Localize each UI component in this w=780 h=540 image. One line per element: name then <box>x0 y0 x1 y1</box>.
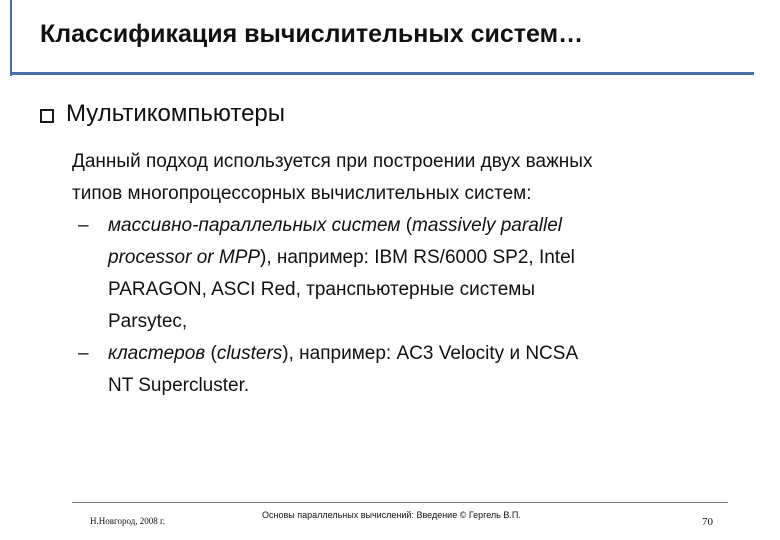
square-bullet-icon <box>40 109 54 123</box>
clusters-line-1 <box>108 338 752 370</box>
page-number: 70 <box>702 516 713 528</box>
footer-location-date: Н.Новгород, 2008 г. <box>90 516 165 526</box>
mpp-term-en-cont: processor or MPP <box>108 247 261 268</box>
clusters-line-2: NT Supercluster. <box>108 375 250 396</box>
footer-rule <box>72 502 728 503</box>
mpp-line-2 <box>108 242 752 274</box>
clusters-examples: ), например: AC3 Velocity и NCSA <box>282 343 579 364</box>
mpp-paren-open: ( <box>400 215 413 236</box>
mpp-line-3: PARAGON, ASCI Red, транспьютерные системы <box>108 279 536 300</box>
section-heading-text: Мультикомпьютеры <box>66 100 286 127</box>
mpp-term: массивно-параллельных систем <box>108 215 401 236</box>
intro-line-2: типов многопроцессорных вычислительных систем: <box>72 183 532 204</box>
mpp-line-1 <box>108 210 752 242</box>
clusters-paren-open: ( <box>205 343 217 364</box>
dash-bullet: – <box>78 343 89 364</box>
intro-line-1: Данный подход используется при построении двух важных <box>72 151 593 172</box>
title-left-rule <box>10 0 12 76</box>
clusters-term-en: clusters <box>216 343 283 364</box>
mpp-examples: ), например: IBM RS/6000 SP2, Intel <box>260 247 575 268</box>
dash-bullet: – <box>78 215 89 236</box>
mpp-line-4: Parsytec, <box>108 311 188 332</box>
footer-course-title: Основы параллельных вычислений: Введение © Гергель В.П. <box>262 510 521 520</box>
list-item-clusters <box>72 338 752 402</box>
slide-body <box>72 146 752 402</box>
section-heading <box>40 100 285 128</box>
title-underline-rule <box>10 72 754 75</box>
slide-title: Классификация вычислительных систем… <box>40 20 584 48</box>
list-item-mpp <box>72 210 752 338</box>
clusters-term: кластеров <box>108 343 206 364</box>
mpp-term-en: massively parallel <box>412 215 562 236</box>
